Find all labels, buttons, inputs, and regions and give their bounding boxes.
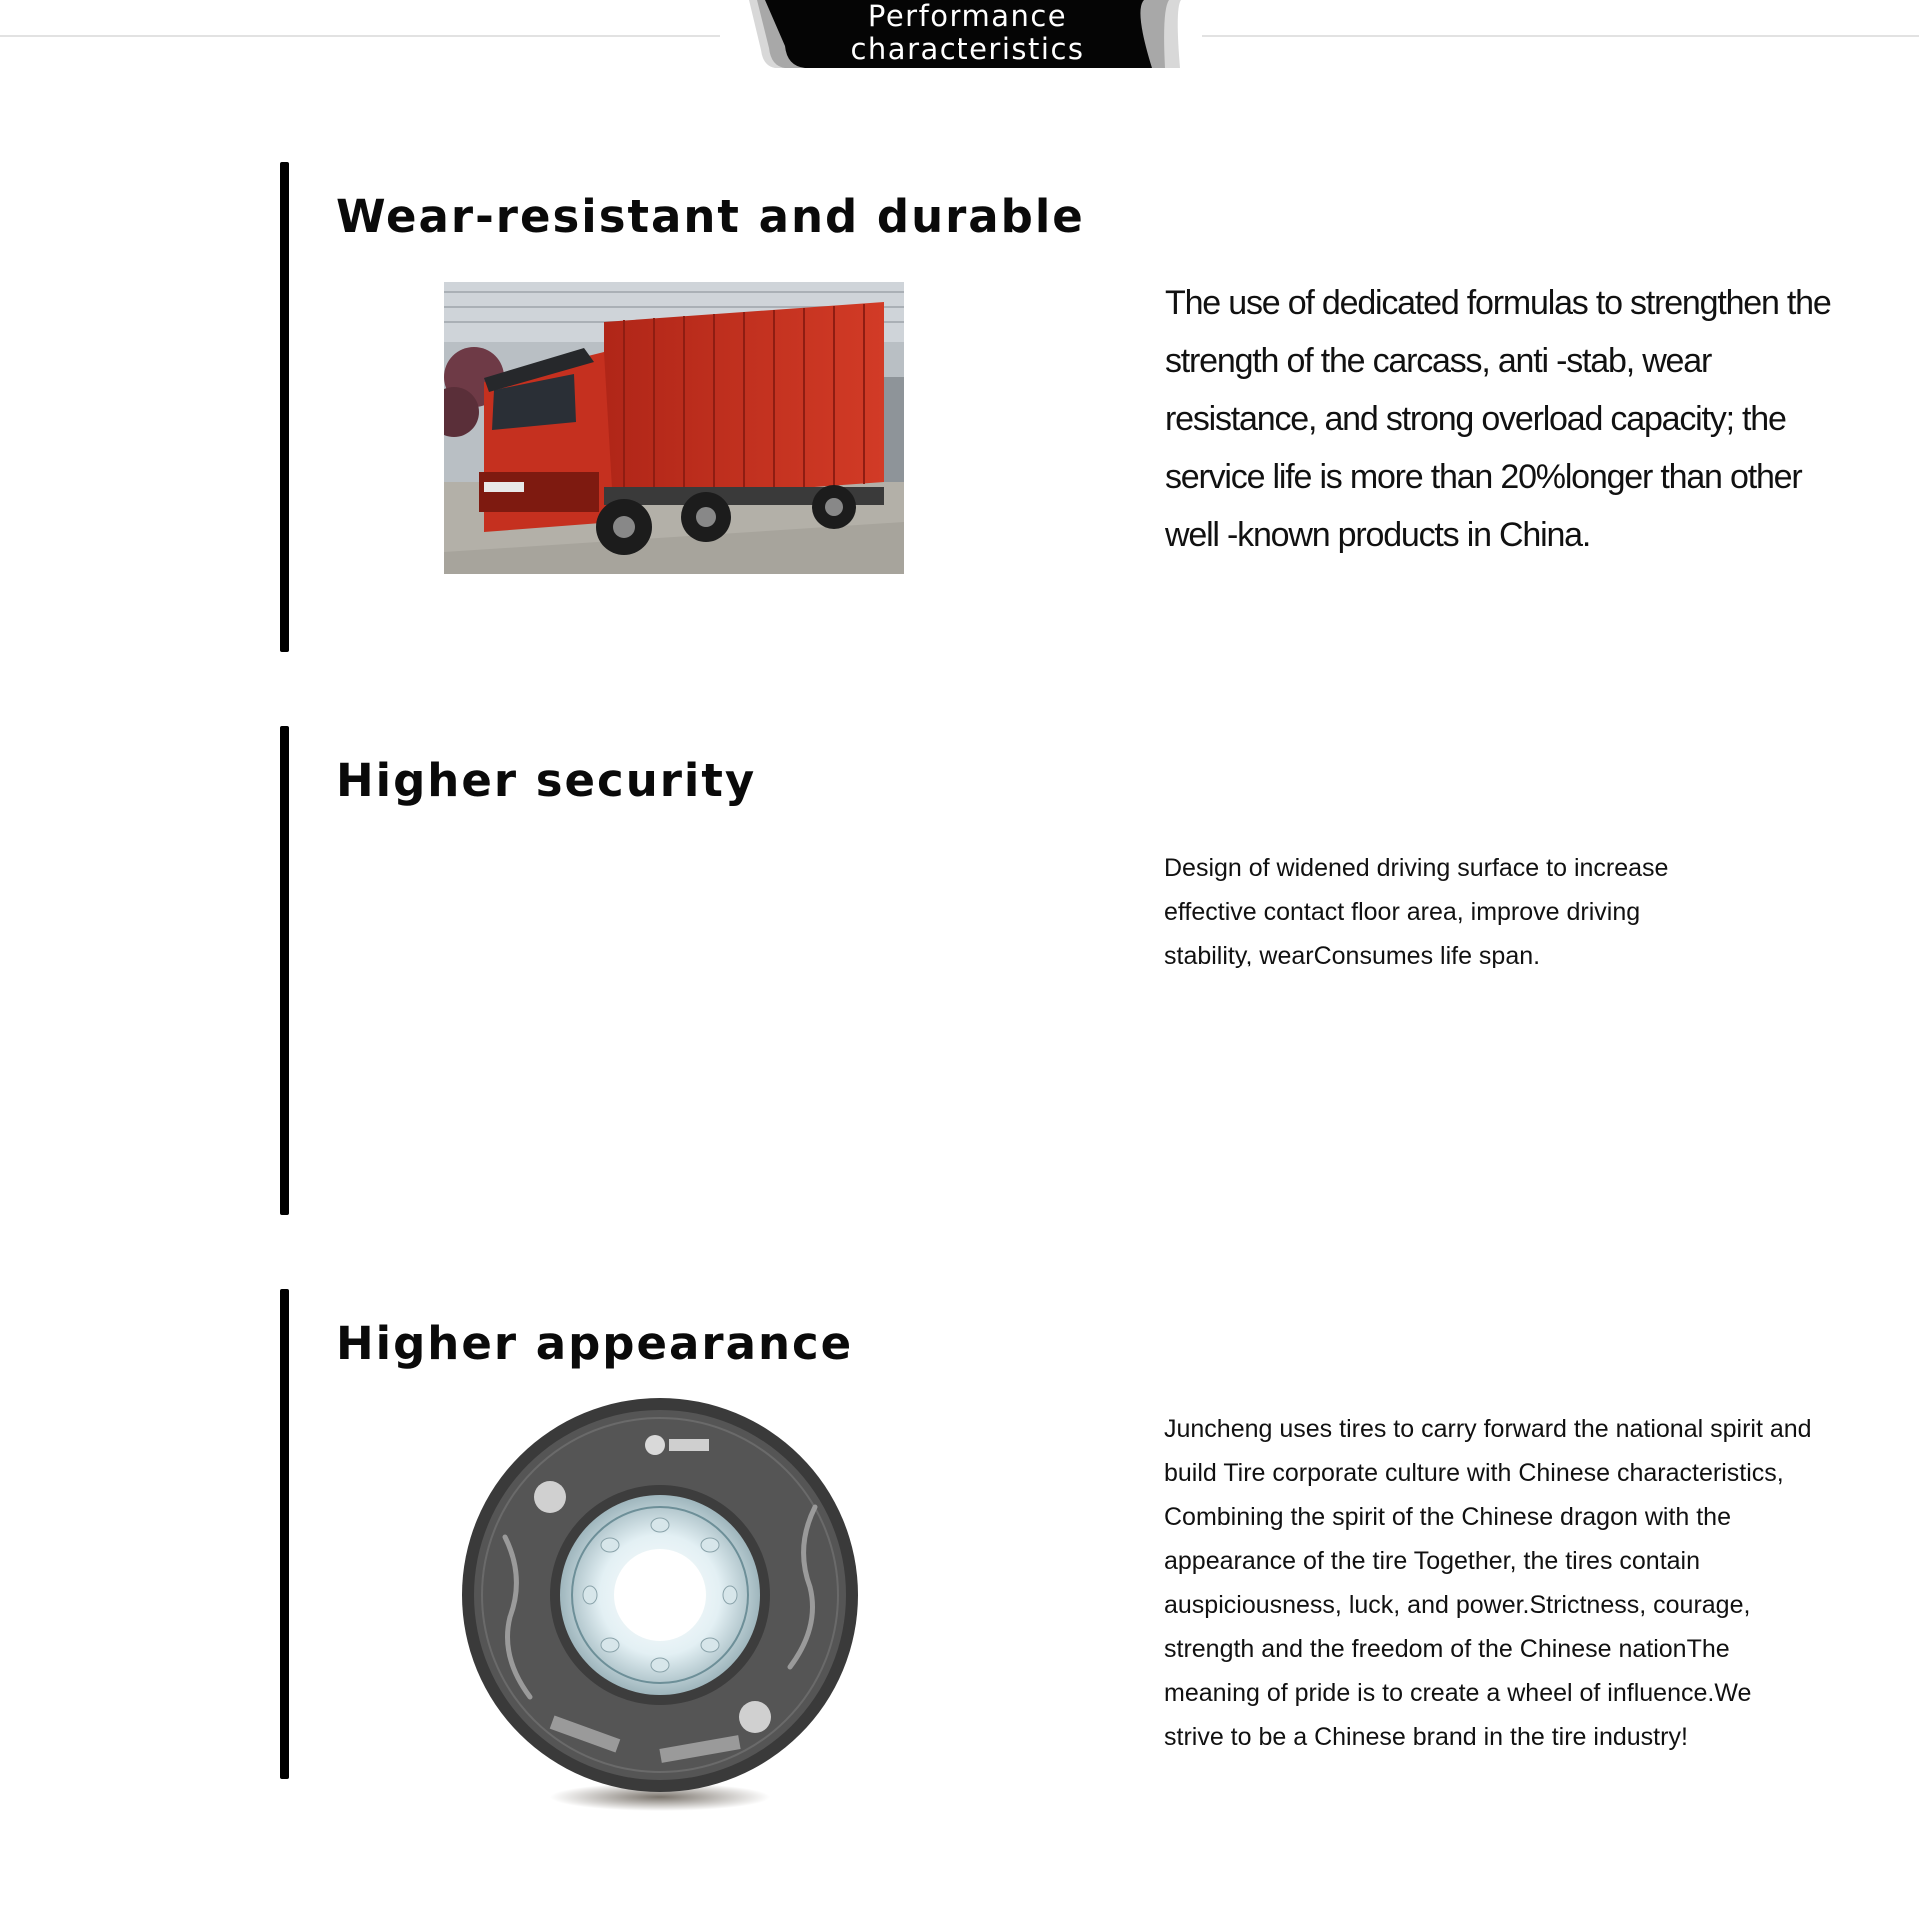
description-line: Combining the spirit of the Chinese dragon with the	[1164, 1503, 1731, 1531]
section-accent-bar	[280, 1289, 289, 1779]
banner-title-line-1: Performance	[867, 0, 1068, 33]
dragon-sidewall-tire-photo	[455, 1397, 865, 1817]
description-line: effective contact floor area, improve driving	[1164, 898, 1641, 926]
section-heading: Higher appearance	[336, 1317, 854, 1370]
section-description: The use of dedicated formulas to strengthen the strength of the carcass, anti -stab, wear resistance, and strong overload capacity; the service life is more than 20%longer than other well -known products in China.	[1165, 284, 1831, 554]
description-line: build Tire corporate culture with Chinese characteristics,	[1164, 1459, 1784, 1487]
banner-title	[843, 0, 1092, 66]
section-higher-appearance	[0, 1289, 1919, 1789]
description-line: Design of widened driving surface to increase	[1164, 854, 1669, 882]
section-heading: Wear-resistant and durable	[336, 190, 1085, 243]
description-line: meaning of pride is to create a wheel of influence.We	[1164, 1679, 1752, 1707]
section-title-banner	[745, 0, 1184, 72]
section-wear-resistant	[0, 162, 1919, 662]
section-accent-bar	[280, 726, 289, 1215]
description-line: Juncheng uses tires to carry forward the national spirit and	[1164, 1415, 1812, 1443]
section-heading: Higher security	[336, 754, 757, 807]
description-line: auspiciousness, luck, and power.Strictness, courage,	[1164, 1591, 1751, 1619]
header-divider-right	[1202, 35, 1919, 37]
section-accent-bar	[280, 162, 289, 652]
section-higher-security	[0, 726, 1919, 1225]
description-line: strength and the freedom of the Chinese nationThe	[1164, 1635, 1730, 1663]
description-line: strive to be a Chinese brand in the tire industry!	[1164, 1723, 1688, 1751]
header-divider-left	[0, 35, 720, 37]
section-description	[1164, 1407, 1812, 1759]
description-line: stability, wearConsumes life span.	[1164, 942, 1541, 969]
red-box-truck-photo	[444, 282, 904, 574]
description-line: appearance of the tire Together, the tires contain	[1164, 1547, 1701, 1575]
section-description	[1164, 846, 1668, 977]
banner-title-line-2: characteristics	[850, 32, 1085, 66]
